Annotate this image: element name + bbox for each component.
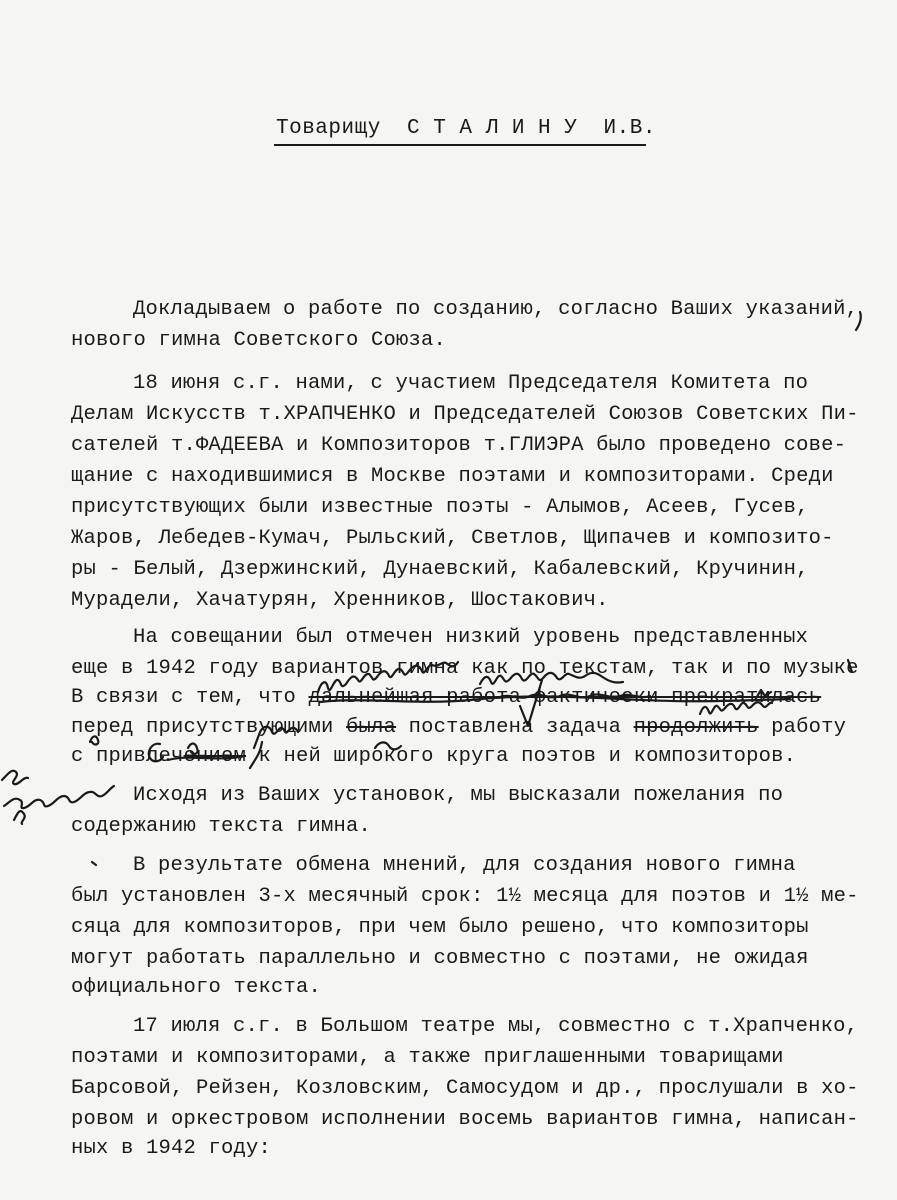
margin-tick [92, 862, 96, 865]
text-line: сателей т.ФАДЕЕВА и Композиторов т.ГЛИЭРА было проведено сове- [71, 434, 847, 457]
text-line: 17 июля с.г. в Большом театре мы, совместно с т.Храпченко, [133, 1015, 859, 1038]
text-line: нового гимна Советского Союза. [71, 329, 447, 352]
text-line: ных в 1942 году: [71, 1137, 272, 1160]
text-line: Жаров, Лебедев-Кумач, Рыльский, Светлов, Щипачев и композито- [71, 527, 834, 550]
text-line: присутствующих были известные поэты - Алымов, Асеев, Гусев, [71, 496, 809, 519]
text-line-edited [71, 747, 796, 768]
margin-note [14, 811, 25, 824]
margin-note [4, 786, 114, 808]
text-segment: к ней широкого круга поэтов и композиторов. [246, 745, 797, 768]
text-segment: перед присутствующими [71, 716, 347, 739]
text-line-edited [71, 688, 821, 709]
text-line: Мурадели, Хачатурян, Хренников, Шостакович. [71, 589, 609, 612]
text-line: еще в 1942 году вариантов гимна как по текстам, так и по музыке [71, 657, 859, 680]
text-line: В результате обмена мнений, для создания нового гимна [133, 854, 796, 877]
text-line: был установлен 3-х месячный срок: 1½ месяца для поэтов и 1½ ме- [71, 885, 859, 908]
text-line: Делам Искусств т.ХРАПЧЕНКО и Председателей Союзов Советских Пи- [71, 403, 859, 426]
text-line: 18 июня с.г. нами, с участием Председателя Комитета по [133, 372, 809, 395]
text-line: Докладываем о работе по созданию, согласно Ваших указаний, [133, 298, 859, 321]
text-segment: В связи с тем, что [71, 686, 309, 709]
text-line: ровом и оркестровом исполнении восемь вариантов гимна, написан- [71, 1108, 859, 1131]
text-line: Исходя из Ваших установок, мы высказали пожелания по [133, 784, 784, 807]
text-line: ры - Белый, Дзержинский, Дунаевский, Кабалевский, Кручинин, [71, 558, 809, 581]
text-segment: с привлеч [71, 745, 184, 768]
text-segment: работу [758, 716, 847, 739]
text-line: сяца для композиторов, при чем было решено, что композиторы [71, 916, 809, 939]
struck-text: ением [183, 745, 247, 768]
struck-text: была [346, 716, 397, 739]
text-line: поэтами и композиторами, а также приглашенными товарищами [71, 1046, 784, 1069]
text-line: щание с находившимися в Москве поэтами и композиторами. Среди [71, 465, 834, 488]
text-line: Барсовой, Рейзен, Козловским, Самосудом и др., прослушали в хо- [71, 1077, 859, 1100]
text-line: официального текста. [71, 976, 322, 999]
text-line: содержанию текста гимна. [71, 815, 372, 838]
text-segment: поставлена задача [396, 716, 634, 739]
struck-text: продолжить [633, 716, 759, 739]
text-line: могут работать параллельно и совместно с поэтами, не ожидая [71, 947, 809, 970]
text-line: На совещании был отмечен низкий уровень представленных [133, 626, 809, 649]
margin-note [2, 771, 28, 785]
text-line-edited [71, 718, 846, 739]
document-title: Товарищу С Т А Л И Н У И.В. [276, 117, 656, 140]
title-underline [274, 144, 646, 146]
struck-text: дальнейшая работа фактически прекратилась [308, 686, 822, 709]
